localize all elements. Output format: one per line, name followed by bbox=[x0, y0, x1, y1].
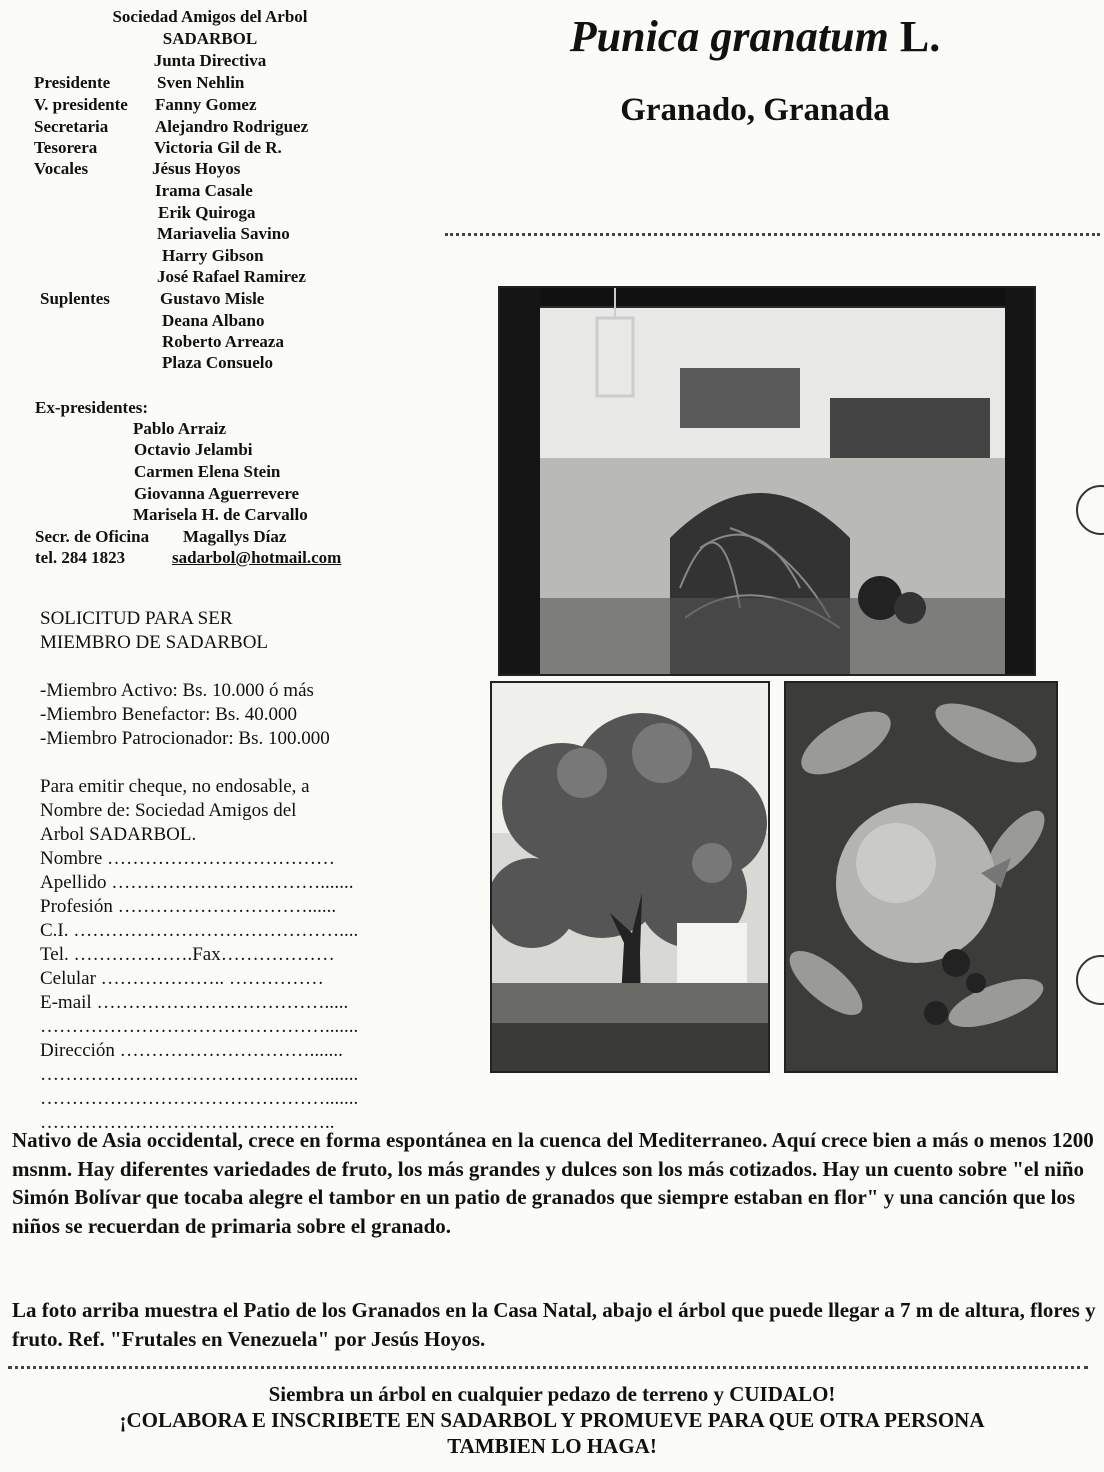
blank-field[interactable]: ………………………………………....... bbox=[40, 1088, 359, 1109]
ex-presidents-title: Ex-presidentes: bbox=[35, 398, 149, 417]
cheque-text: Nombre de: Sociedad Amigos del bbox=[40, 800, 297, 821]
board-role: Presidente bbox=[34, 73, 111, 92]
board-role: Tesorera bbox=[34, 138, 98, 157]
board-member: Fanny Gomez bbox=[155, 95, 257, 114]
footer-line-3: TAMBIEN LO HAGA! bbox=[447, 1434, 657, 1458]
apellido-field[interactable]: Apellido ……………………………....... bbox=[40, 872, 354, 893]
board-role: Suplentes bbox=[40, 289, 110, 308]
page-title bbox=[470, 12, 1040, 62]
blank-field[interactable]: ………………………………………....... bbox=[40, 1016, 359, 1037]
board-member: Harry Gibson bbox=[162, 246, 264, 265]
board-member: Victoria Gil de R. bbox=[154, 138, 282, 157]
fruit-photo bbox=[784, 681, 1058, 1073]
cheque-text: Para emitir cheque, no endosable, a bbox=[40, 776, 310, 797]
cheque-text: Arbol SADARBOL. bbox=[40, 824, 197, 845]
ex-president: Octavio Jelambi bbox=[134, 440, 253, 459]
blank-field[interactable]: ………………………………………....... bbox=[40, 1064, 359, 1085]
org-name: Sociedad Amigos del Arbol bbox=[112, 7, 308, 26]
direccion-field[interactable]: Dirección …………………………....... bbox=[40, 1040, 343, 1061]
office-name: Magallys Díaz bbox=[183, 527, 287, 546]
latin-name: Punica granatum bbox=[569, 12, 889, 61]
patio-photo bbox=[498, 286, 1036, 676]
board-role: Vocales bbox=[34, 159, 89, 178]
ex-president: Carmen Elena Stein bbox=[134, 462, 281, 481]
board-member: Erik Quiroga bbox=[158, 203, 256, 222]
footer-divider bbox=[8, 1366, 1088, 1369]
board-member: Mariavelia Savino bbox=[157, 224, 290, 243]
blank-field[interactable]: ……………………………………….. bbox=[40, 1112, 335, 1133]
title-divider bbox=[445, 233, 1100, 236]
ci-field[interactable]: C.I. …………………………………….... bbox=[40, 920, 359, 941]
board-member: Alejandro Rodriguez bbox=[155, 117, 309, 136]
tier-benefactor: -Miembro Benefactor: Bs. 40.000 bbox=[40, 704, 297, 725]
footer-line-2: ¡COLABORA E INSCRIBETE EN SADARBOL Y PROMUEVE PARA QUE OTRA PERSONA bbox=[119, 1408, 985, 1432]
ex-president: Giovanna Aguerrevere bbox=[134, 484, 300, 503]
contact-tel: tel. 284 1823 bbox=[35, 548, 126, 567]
board-member: Irama Casale bbox=[155, 181, 253, 200]
tree-photo bbox=[490, 681, 770, 1073]
board-member: Jésus Hoyos bbox=[152, 159, 241, 178]
form-heading-1: SOLICITUD PARA SER bbox=[40, 608, 233, 629]
board-role: Secretaria bbox=[34, 117, 109, 136]
tier-patrocinador: -Miembro Patrocionador: Bs. 100.000 bbox=[40, 728, 330, 749]
tel-fax-field[interactable]: Tel. ……………….Fax……………… bbox=[40, 944, 335, 965]
tier-activo: -Miembro Activo: Bs. 10.000 ó más bbox=[40, 680, 314, 701]
contact-email-link[interactable]: sadarbol@hotmail.com bbox=[172, 548, 342, 567]
footer-line-1: Siembra un árbol en cualquier pedazo de terreno y CUIDALO! bbox=[268, 1382, 836, 1406]
board-member: Gustavo Misle bbox=[160, 289, 265, 308]
common-name: Granado, Granada bbox=[620, 92, 890, 128]
board-title: Junta Directiva bbox=[153, 51, 267, 70]
ex-president: Marisela H. de Carvallo bbox=[133, 505, 308, 524]
celular-field[interactable]: Celular ……………….. …………… bbox=[40, 968, 324, 989]
nombre-field[interactable]: Nombre ……………………………… bbox=[40, 848, 336, 869]
board-member: José Rafael Ramirez bbox=[157, 267, 306, 286]
board-member: Plaza Consuelo bbox=[162, 353, 273, 372]
board-member: Deana Albano bbox=[162, 311, 265, 330]
board-member: Roberto Arreaza bbox=[162, 332, 284, 351]
org-acronym: SADARBOL bbox=[162, 29, 258, 48]
form-heading-2: MIEMBRO DE SADARBOL bbox=[40, 632, 269, 653]
punch-hole bbox=[1076, 955, 1104, 1005]
punch-hole bbox=[1076, 485, 1104, 535]
photo-caption-paragraph: La foto arriba muestra el Patio de los Granados en la Casa Natal, abajo el árbol que puede llegar a 7 m de altura, flores y fruto. Ref. "Frutales en Venezuela" por Jesús Hoyos. bbox=[12, 1298, 1096, 1351]
office-label: Secr. de Oficina bbox=[35, 527, 150, 546]
email-field[interactable]: E-mail ………………………………..... bbox=[40, 992, 349, 1013]
description-paragraph: Nativo de Asia occidental, crece en forma espontánea en la cuenca del Mediterraneo. Aquí crece bien a más o menos 1200 msnm. Hay diferentes variedades de fruto, los más grandes y dulces son los más cotizados. Hay un cuento sobre "el niño Simón Bolívar que tocaba alegre el tambor en un patio de granados que siempre estaban en flor" y una canción que los niños se recuerdan de primaria sobre el granado. bbox=[12, 1128, 1094, 1238]
author-abbrev: L. bbox=[899, 12, 941, 61]
board-member: Sven Nehlin bbox=[157, 73, 245, 92]
board-role: V. presidente bbox=[34, 95, 128, 114]
ex-president: Pablo Arraiz bbox=[133, 419, 227, 438]
profesion-field[interactable]: Profesión …………………………...... bbox=[40, 896, 337, 917]
